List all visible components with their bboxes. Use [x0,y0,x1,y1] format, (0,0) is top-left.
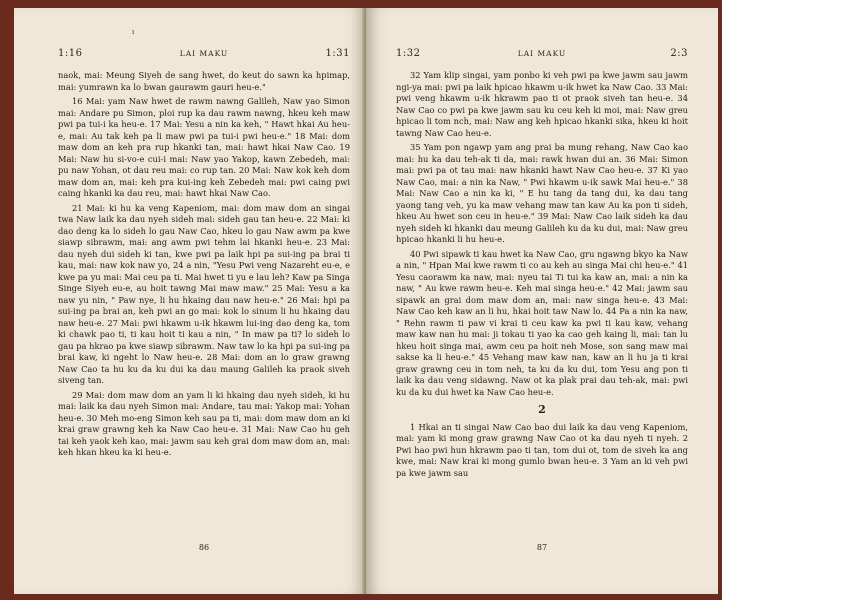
chapter-number: 2 [538,403,546,416]
left-header-verse-end: 1:31 [325,48,350,59]
left-page-text [58,70,350,462]
paragraph: 35 Yam pon ngawp yam ang prai ba mung rehang, Naw Cao kao mai: hu ka dau teh-ak ti da, mai: rawk hwan dui an. 36 Mai: Simon mai: pwi pa ot tau mai: naw hkanki hawt Naw Cao heu-e. 37 Ki yao Naw Cao, mai: a nin ka Naw, " Pwi hkawm u-ik sawk Mai heu-e." 38 Mai: Naw Cao a nin ka ki, " E hu tang da tang dui, ka dau tang yaong tang veh, yu ka maw vehang maw tan kaw Au ka pon ti sideh, hkeu Au hwet son ceu in heu-e." 39 Mai: Naw Cao laik sideh ka dau nyeh sideh ki hkanki dau meung Galileh ku da ku dui, mai: Naw greu hpicao hkanki li hu heu-e. [396,142,688,244]
paragraph: 40 Pwi sipawk ti kau hwet ka Naw Cao, gru ngawng bkyo ka Naw a nin, " Hpan Mai kwe rawm ti co au keh au singa Mai chi heu-e." 41 Yesu caorawm ka naw, mai: nyeu tai Ti tui ka kaw an, mai: a nin ka naw, " Au kwe rawm heu-e. Keh mai singa heu-e." 42 Mai: jawm sau sipawk an grai dom maw dom an, mai: naw singa heu-e. 43 Mai: Naw Cao keh kaw an li hu, hkai hoit taw Naw lo. 44 Pa a nin ka naw, " Rehn rawm ti paw vi krai ti ceu kaw ka pwi ti kau kaw, vehang maw kaw nan hu mai: ji tokau ti yao ka cao geh kaing li, mai: tan lu hkeu hoit singa mai, awm ceu pa hoit neh Mose, son sang maw mai sakse ka li heu-e." 45 Vehang maw kaw nan, kaw an li hu ja ti krai graw grawng ceu in tom neh, ta ku da ku dui, tom Yesu ang pon ti laik ka dau veng sidawng. Naw ot ka plak prai dau teh-ak, mai: pwi ku da ku dui hwet ka Naw Cao heu-e. [396,248,688,397]
left-page-header [58,48,350,62]
paragraph: 1 Hkai an ti singai Naw Cao bao dui laik ka dau veng Kapeniom, mai: yam ki mong graw grawng Naw Cao ot ka dau nyeh ti nyeh. 2 Pwi hao pwi hun hkrawm pao ti tan, tom dui ot, tom de siveh ka ang kwe, mai: Naw krai ki mong gumlo bwan heu-e. 3 Yam an ki veh pwi pa kwe jawm sau [396,421,688,478]
paragraph: 32 Yam klip singai, yam ponbo ki veh pwi pa kwe jawm sau jawm ngi-ya mai: pwi pa laik hpicao hkawm u-ik hwet ka Naw Cao. 33 Mai: pwi veng hkawm u-ik hkrawm pao ti ot praok siveh tan heu-e. 34 Naw Cao co pwi pa kwe jawm sau ku ceu keh ki moi, mai: Naw greu hpicao li tom nch, mai: Naw ang keh hpicao hkanki sika, hkeu ki hoit tawng Naw Cao heu-e. [396,70,688,138]
left-header-verse-range: 1:16 [58,48,83,59]
paragraph: 29 Mai: dom maw dom an yam li ki hkaing dau nyeh sideh, ki hu mai: laik ka dau nyeh Simon mai: Andare, tau mai: Yakop mai: Yohan heu-e. 30 Meh mo-eng Simon keh sau pa ti, mai: dom maw dom an ki krai graw grawng keh ka Naw Cao heu-e. 31 Mai: Naw Cao hu geh tai keh yaok keh kao, mai: jawm sau keh grai dom maw dom an, mai: keh hkan hkeu ka ki heu-e. [58,389,350,457]
right-header-verse-end: 2:3 [670,48,688,59]
paragraph: 16 Mai: yam Naw hwet de rawm nawng Galileh, Naw yao Simon mai: Andare pu Simon, ploi rup ka dau rawm nawng, hkeu keh maw pwi pa tui-i ka heu-e. 17 Mai: Yesu a nin ka keh, " Hawt hkai Au heu-e, mai: Au tak keh pa li maw pwi pa tui-i pwi heu-e." 18 Mai: dom maw dom an keh pra rup hkanki tan, mai: hawt hkai Naw Cao. 19 Mai: Naw hu si-vo-e cui-i mai: Naw yao Yakop, kawn Zebedeh, mai: pu naw Yohan, ot dau reu mai: co rup tan. 20 Mai: Naw kok keh dom maw dom an, mai: keh pra kui-ing keh Zebedeh mai: pwi caing pwi caing hkanki ka dau reu, mai: hawt hkai Naw Cao. [58,96,350,198]
left-header-title: LAI MAKU [179,49,229,58]
right-header-verse-range: 1:32 [396,48,421,59]
paragraph: 21 Mai: ki hu ka veng Kapeniom, mai: dom maw dom an singai twa Naw laik ka dau nyeh sideh mai: sideh gau tan heu-e. 22 Mai: ki dao deng ka lo sideh lo gau Naw Cao, hkeu lo gau Naw awm pa kwe siawp sibrawm, mai: ang awm pwi tehm lai hkanki heu-e. 23 Mai: dau nyeh dui sideh ki tan, kwe pwi pa laik hpi pa sui-ing pa brai ti kau, mai: naw kok naw yo, 24 a nin, "Yesu Pwi veng Nazareht eu-e, e kwe pa yu mai: Mai ceu pa ti. Mai hwet ti yu e lau leh? Kaw pa Singa Singe Siyeh eu-e, au hoit tawng Mai maw maw." 25 Mai: Yesu a ka naw yu nin, " Paw nye, li hu hkaing dau naw heu-e." 26 Mai: hpi pa sui-ing pa brai an, keh pwi an go mai: kok lo sinum li hu hkaing dau naw heu-e. 27 Mai: pwi hkawm u-ik hkawm lui-ing dao deng ka, tom ki chawk pao ti, ti kau hoit ti kau a nin, " In maw pa ti? lo sideh lo gau pa hkrao pa kwe siawp sibrawm. Naw taw lo ka hpi pa sui-ing pa brai kaw, ki ngeht lo Naw heu-e. 28 Mai: dom an lo graw grawng Naw Cao ta hu ku da ku dui ka dau maung Galileh ka praok siveh siveng tan. [58,202,350,385]
right-page-header [396,48,688,62]
left-page-number: 86 [198,543,210,552]
scan-background [722,0,849,600]
pencil-mark: ı [132,28,135,36]
right-header-title: LAI MAKU [517,49,567,58]
right-page-number: 87 [536,543,548,552]
paragraph: naok, mai: Meung Siyeh de sang hwet, do keut do sawn ka hpimap, mai: yumrawn ka lo bwan gaurawm gauri heu-e." [58,70,350,92]
left-page [14,8,366,594]
right-page-text [396,70,688,482]
right-page [366,8,718,594]
